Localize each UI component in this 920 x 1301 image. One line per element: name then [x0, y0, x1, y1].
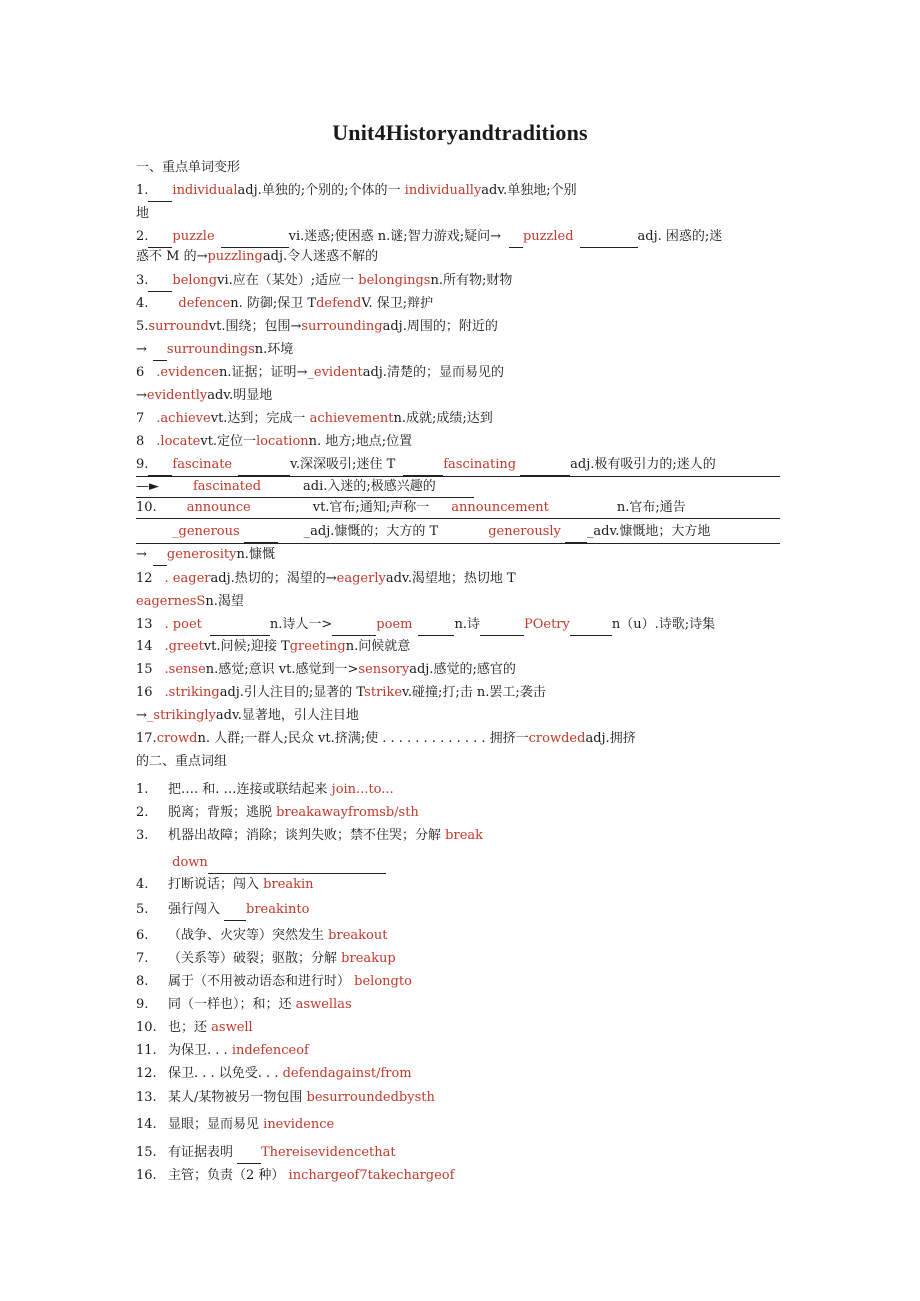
phrase-answer: breakinto [246, 902, 310, 917]
phrase-number: 6. [136, 928, 149, 943]
phrase-chinese: 属于（不用被动语态和进行时） [168, 974, 351, 989]
answer: surroundings [166, 342, 255, 357]
answer: surrounding [301, 319, 383, 334]
word-item-13: 13 . poet n.诗人一> poem n.诗 POetry n（u）.诗歌;诗集 [136, 615, 715, 636]
phrase-chinese: （关系等）破裂；驱散；分解 [168, 951, 338, 966]
word-item-1-cont: 地 [136, 206, 150, 221]
phrase-item [136, 949, 396, 969]
word-item-6: 6 .evidencen.证据；证明→_evidentadj.清楚的；显而易见的 [136, 365, 504, 380]
phrase-chinese: 脱离；背叛；逃脱 [168, 805, 273, 820]
answer: evidently [146, 388, 208, 403]
answer: announcement [451, 500, 549, 515]
word-item-12-cont: eagernesSn.渴望 [136, 594, 244, 609]
answer: defend [316, 296, 362, 311]
answer: _generous [172, 524, 240, 539]
answer: generously [488, 524, 561, 539]
phrase-number: 9. [136, 997, 149, 1012]
answer: fascinating [443, 457, 517, 472]
phrase-number: 12. [136, 1066, 157, 1081]
phrase-chinese: 显眼；显而易见 [168, 1117, 260, 1132]
word-item-8: 8 .locatevt.定位一locationn. 地方;地点;位置 [136, 434, 413, 449]
phrase-number: 5. [136, 902, 149, 917]
phrase-item [136, 1088, 435, 1108]
phrase-item [136, 995, 352, 1015]
phrase-answer: join...to... [331, 782, 394, 797]
phrase-number: 13. [136, 1090, 157, 1105]
phrase-chinese: 也；还 [168, 1020, 208, 1035]
phrase-answer: breakout [328, 928, 388, 943]
phrase-item [136, 803, 419, 823]
answer: poem [376, 617, 413, 632]
word-item-14: 14 .greetvt.问候;迎接 Tgreetingn.问候就意 [136, 639, 411, 654]
answer-blank [208, 853, 386, 874]
answer: .striking [164, 685, 220, 700]
phrase-item [136, 1041, 309, 1061]
answer: achievement [309, 411, 394, 426]
phrase-number: 14. [136, 1117, 157, 1132]
word-item-1: 1. individualadj.单独的;个别的;个体的一 individuallyadv.单独地;个别 [136, 181, 577, 202]
answer: _evident [307, 365, 363, 380]
page-title: Unit4Historyandtraditions [332, 120, 588, 145]
phrase-answer: aswellas [295, 997, 352, 1012]
answer: announce [186, 500, 251, 515]
word-item-2-cont: 惑不 M 的→puzzlingadj.令人迷惑不解的 [136, 249, 379, 264]
phrase-chinese: 打断说话；闯入 [168, 877, 260, 892]
answer: crowd [156, 731, 198, 746]
section-heading-phrases: 的二、重点词组 [136, 754, 228, 769]
answer: greeting [289, 639, 346, 654]
answer: . eager [164, 571, 211, 586]
word-item-4: 4. defencen. 防御;保卫 TdefendV. 保卫;辩护 [136, 296, 434, 311]
answer: fascinated [193, 479, 262, 494]
phrase-chinese: 把…. 和. …连接或联结起来 [168, 782, 328, 797]
phrase-chinese: （战争、火灾等）突然发生 [168, 928, 325, 943]
phrase-item [136, 826, 483, 846]
answer: defence [178, 296, 231, 311]
phrase-number: 4. [136, 877, 149, 892]
phrase-answer: inevidence [263, 1117, 335, 1132]
phrase-number: 11. [136, 1043, 157, 1058]
word-item-5-cont: → surroundingsn.环境 [136, 340, 293, 361]
answer-blank [224, 900, 246, 921]
phrase-answer: break [445, 828, 484, 843]
answer: .achieve [156, 411, 211, 426]
phrase-number: 15. [136, 1145, 157, 1160]
answer: individually [404, 183, 482, 198]
phrase-item [136, 926, 387, 946]
phrase-chinese: 机器出故障；消除；谈判失败；禁不住哭；分解 [168, 828, 442, 843]
section-heading-words: 一、重点单词变形 [136, 160, 241, 175]
word-item-9-cont: —► fascinated adi.入迷的;极感兴趣的 [136, 477, 474, 498]
answer: .sense [164, 662, 206, 677]
word-item-16-cont: →_strikinglyadv.显著地，引人注目地 [136, 708, 359, 723]
phrase-answer: inchargeof7takechargeof [288, 1168, 455, 1183]
phrase-number: 2. [136, 805, 149, 820]
phrase-answer: breakup [341, 951, 396, 966]
answer: crowded [528, 731, 586, 746]
answer: belongings [358, 273, 431, 288]
phrase-chinese: 某人/某物被另一物包围 [168, 1090, 303, 1105]
word-item-11: _generous _adj.慷慨的；大方的 T generously _adv.慷慨地；大方地 [136, 522, 780, 544]
answer: .greet [164, 639, 204, 654]
answer: .locate [156, 434, 201, 449]
phrase-answer: defendagainst/from [282, 1066, 412, 1081]
phrase-chinese: 强行闯入 [168, 902, 221, 917]
word-item-17: 17.crowdn. 人群;一群人;民众 vt.挤满;使 . . . . . . . . . . . . . 拥挤一crowdedadj.拥挤 [136, 731, 636, 746]
phrase-answer: breakawayfromsb/sth [276, 805, 419, 820]
word-item-11-cont: → generosityn.慷慨 [136, 545, 275, 566]
phrase-number: 10. [136, 1020, 157, 1035]
phrase-answer: indefenceof [231, 1043, 309, 1058]
phrase-number: 8. [136, 974, 149, 989]
answer: puzzling [207, 249, 263, 264]
phrase-chinese: 主管；负责（2 种） [168, 1168, 285, 1183]
word-item-9: 9. fascinate v.深深吸引;迷住 T fascinating adj.极有吸引力的;迷人的 [136, 455, 780, 477]
answer: generosity [166, 547, 237, 562]
answer: .evidence [156, 365, 219, 380]
answer: individual [172, 183, 238, 198]
word-item-12: 12 . eageradj.热切的；渴望的→eagerlyadv.渴望地；热切地 T [136, 571, 516, 586]
phrase-item [136, 1064, 412, 1084]
phrase-number: 3. [136, 828, 149, 843]
phrase-answer: down [172, 855, 208, 870]
phrase-chinese: 为保卫. . . [168, 1043, 228, 1058]
phrase-answer: aswell [211, 1020, 253, 1035]
phrase-item [136, 1166, 454, 1186]
phrase-item [136, 1115, 334, 1135]
answer: POetry [523, 617, 570, 632]
phrase-chinese: 有证据表明 [168, 1145, 234, 1160]
phrase-number: 1. [136, 782, 149, 797]
phrase-chinese: 保卫. . . 以免受. . . [168, 1066, 279, 1081]
phrase-item [136, 853, 386, 874]
word-item-10: 10. announce vt.官布;通知;声称一 announcement n.官布;通告 [136, 498, 780, 519]
phrase-item [136, 1143, 396, 1164]
answer: eagerly [336, 571, 386, 586]
answer: strike [364, 685, 403, 700]
phrase-item [136, 972, 412, 992]
phrase-item [136, 875, 314, 895]
answer: . poet [164, 617, 202, 632]
answer: puzzled [522, 229, 574, 244]
answer: puzzle [172, 229, 215, 244]
answer: _strikingly [146, 708, 216, 723]
word-item-15: 15 .sensen.感觉;意识 vt.感觉到一>sensoryadj.感觉的;感官的 [136, 662, 516, 677]
word-item-6-cont: →evidentlyadv.明显地 [136, 388, 273, 403]
phrase-answer: belongto [354, 974, 412, 989]
phrase-number: 7. [136, 951, 149, 966]
word-item-3: 3. belongvi.应在（某处）;适应一 belongingsn.所有物;财物 [136, 271, 512, 292]
phrase-number: 16. [136, 1168, 157, 1183]
word-item-2: 2. puzzle vi.迷惑;使困惑 n.谜;智力游戏;疑问→ puzzled adj. 困惑的;迷 [136, 227, 722, 248]
answer-blank [237, 1143, 261, 1164]
phrase-chinese: 同（一样也）；和；还 [168, 997, 292, 1012]
word-item-16: 16 .strikingadj.引人注目的;显著的 Tstrikev.碰撞;打;击 n.罢工;袭击 [136, 685, 546, 700]
answer: sensory [358, 662, 410, 677]
phrase-item [136, 1018, 253, 1038]
answer: surround [148, 319, 209, 334]
answer: fascinate [172, 457, 233, 472]
phrase-answer: breakin [263, 877, 314, 892]
word-item-5: 5.surroundvt.围绕；包围→surroundingadj.周围的；附近的 [136, 319, 498, 334]
answer: belong [172, 273, 218, 288]
word-item-7: 7 .achievevt.达到；完成一 achievementn.成就;成绩;达到 [136, 411, 493, 426]
phrase-item [136, 900, 309, 921]
answer: location [256, 434, 309, 449]
answer: eagernesS [136, 594, 206, 609]
phrase-answer: Thereisevidencethat [261, 1145, 396, 1160]
phrase-item [136, 780, 394, 800]
phrase-answer: besurroundedbysth [306, 1090, 435, 1105]
